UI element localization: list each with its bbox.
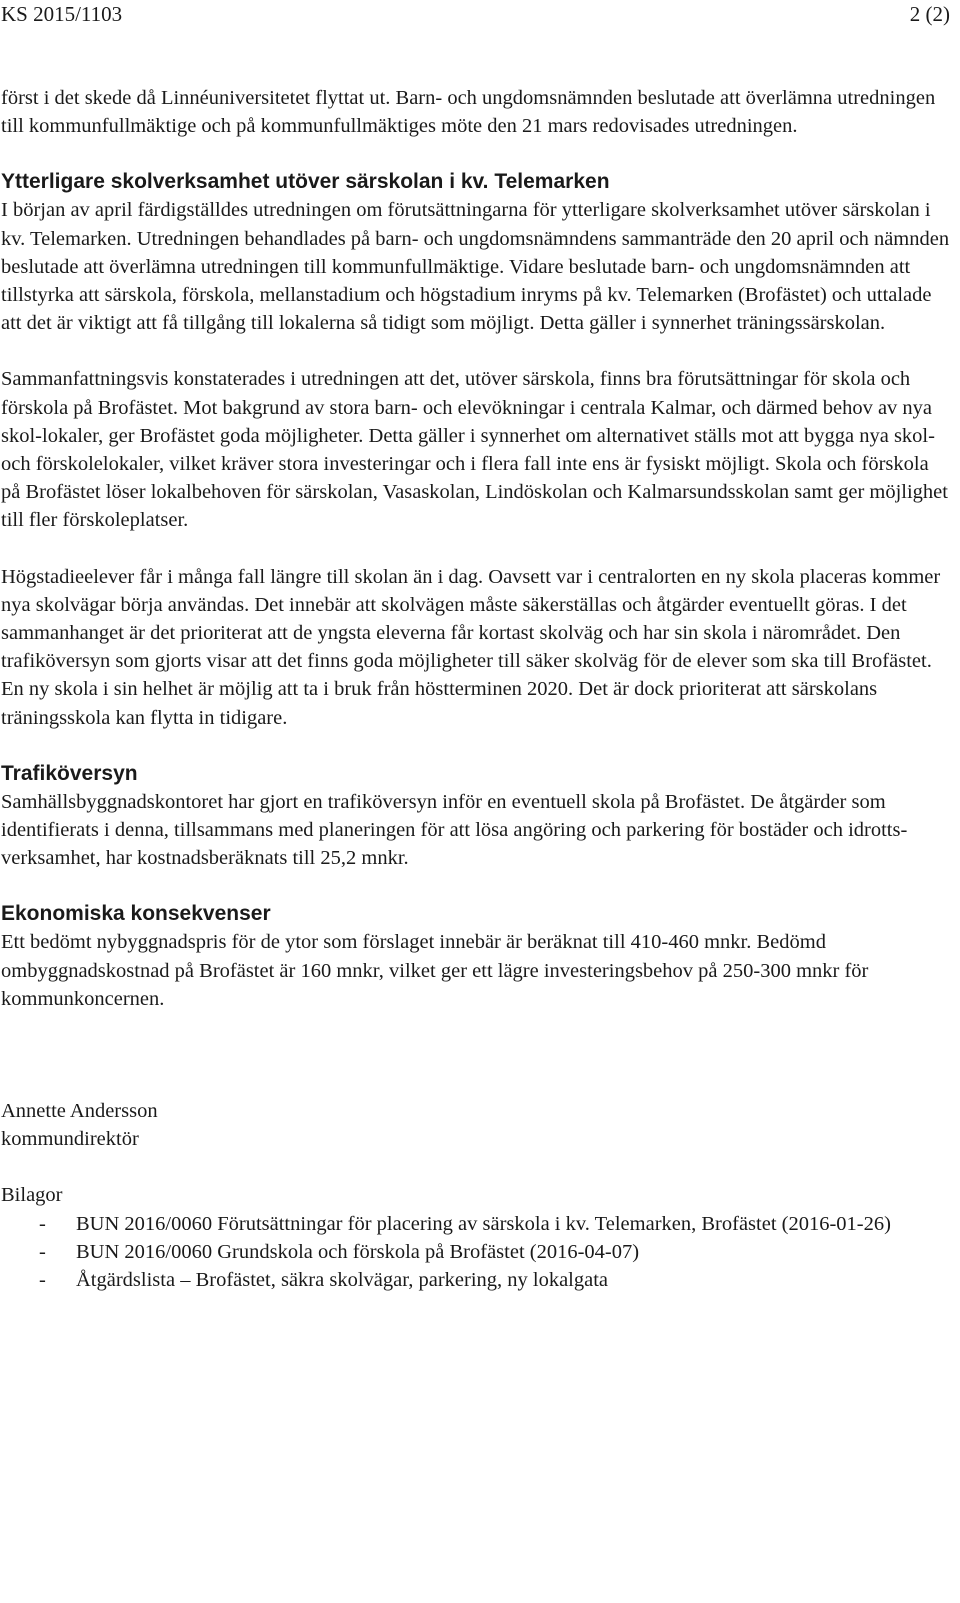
intro-paragraph: först i det skede då Linnéuniversitetet flyttat ut. Barn- och ungdomsnämnden beslutade att överlämna utredningen till kommunfullmäktige och på kommunfullmäktiges möte den 21 mars redovisades utredningen.	[1, 87, 936, 138]
telemarken-paragraph-3: Högstadieelever får i många fall längre till skolan än i dag. Oavsett var i centralorten en ny skola placeras kommer nya skolvägar börja användas. Det innebär att skolvägen måste säkerställas och åtgärder eventuellt göras. I det sammanhanget är det prioriterat att de yngsta eleverna får kortast skolväg och har sin skola i närområdet. Den trafiköversyn som gjorts visar att det finns goda möjligheter till säker skolväg för de elever som ska till Brofästet. En ny skola i sin helhet är möjlig att ta i bruk från höstterminen 2020. Det är dock prioriterat att särskolans träningsskola kan flytta in tidigare.	[1, 565, 941, 729]
signature-name: Annette Andersson	[1, 1100, 158, 1123]
heading-telemarken: Ytterligare skolverksamhet utöver särskolan i kv. Telemarken	[1, 170, 610, 194]
page-number: 2 (2)	[909, 2, 950, 26]
list-dash: -	[39, 1212, 46, 1235]
attachment-item	[1, 1238, 951, 1266]
attachment-item	[1, 1266, 951, 1294]
list-dash: -	[39, 1240, 46, 1263]
attachments-list	[1, 1210, 951, 1295]
telemarken-paragraph-2: Sammanfattningsvis konstaterades i utredningen att det, utöver särskola, finns bra förutsättningar för skola och förskola på Brofästet. Mot bakgrund av stora barn- och elevökningar i centrala Kalmar, och därmed behov av nya skol-lokaler, ger Brofästet goda möjligheter. Detta gäller i synnerhet om alternativet ställs mot att bygga nya skol- och förskolelokaler, vilket kräver stora investeringar och i flera fall inte ens är fysiskt möjligt. Skola och förskola på Brofästet löser lokalbehoven för särskolan, Vasaskolan, Lindöskolan och Kalmarsundsskolan samt ger möjlighet till fler förskoleplatser.	[1, 368, 948, 532]
attachment-text: BUN 2016/0060 Grundskola och förskola på Brofästet (2016-04-07)	[76, 1240, 640, 1263]
list-dash: -	[39, 1269, 46, 1292]
document-body	[1, 84, 951, 1294]
heading-traffic: Trafiköversyn	[1, 761, 138, 785]
attachment-item	[1, 1210, 951, 1238]
telemarken-paragraph-1: I början av april färdigställdes utredningen om förutsättningarna för ytterligare skolverksamhet utöver särskolan i kv. Telemarken. Utredningen behandlades på barn- och ungdomsnämndens sammanträde den 20 april och nämnden beslutade att överlämna utredningen till kommunfullmäktige. Vidare beslutade barn- och ungdomsnämnden att tillstyrka att särskola, förskola, mellanstadium och högstadium inryms på kv. Telemarken (Brofästet) och uttalade att det är viktigt att få tillgång till lokalerna så tidigt som möjligt. Detta gäller i synnerhet träningssärskolan.	[1, 199, 950, 335]
economy-paragraph: Ett bedömt nybyggnadspris för de ytor som förslaget innebär är beräknat till 410-460 mnkr. Bedömd ombyggnadskostnad på Brofästet är 160 mnkr, vilket ger ett lägre investeringsbehov på 250-300 mnkr för kommunkoncernen.	[1, 931, 869, 1010]
heading-economy: Ekonomiska konsekvenser	[1, 902, 271, 926]
attachment-text: BUN 2016/0060 Förutsättningar för placering av särskola i kv. Telemarken, Brofästet (2016-01-26)	[76, 1212, 891, 1235]
signature-title: kommundirektör	[1, 1128, 139, 1151]
attachment-text: Åtgärdslista – Brofästet, säkra skolvägar, parkering, ny lokalgata	[76, 1269, 609, 1292]
attachments-label: Bilagor	[1, 1184, 63, 1207]
traffic-paragraph: Samhällsbyggnadskontoret har gjort en trafiköversyn inför en eventuell skola på Brofästet. De åtgärder som identifierats i denna, tillsammans med planeringen för att lösa angöring och parkering för bostäder och idrotts-verksamhet, har kostnadsberäknats till 25,2 mnkr.	[1, 790, 908, 870]
document-id: KS 2015/1103	[1, 2, 123, 26]
page-header	[0, 2, 950, 30]
